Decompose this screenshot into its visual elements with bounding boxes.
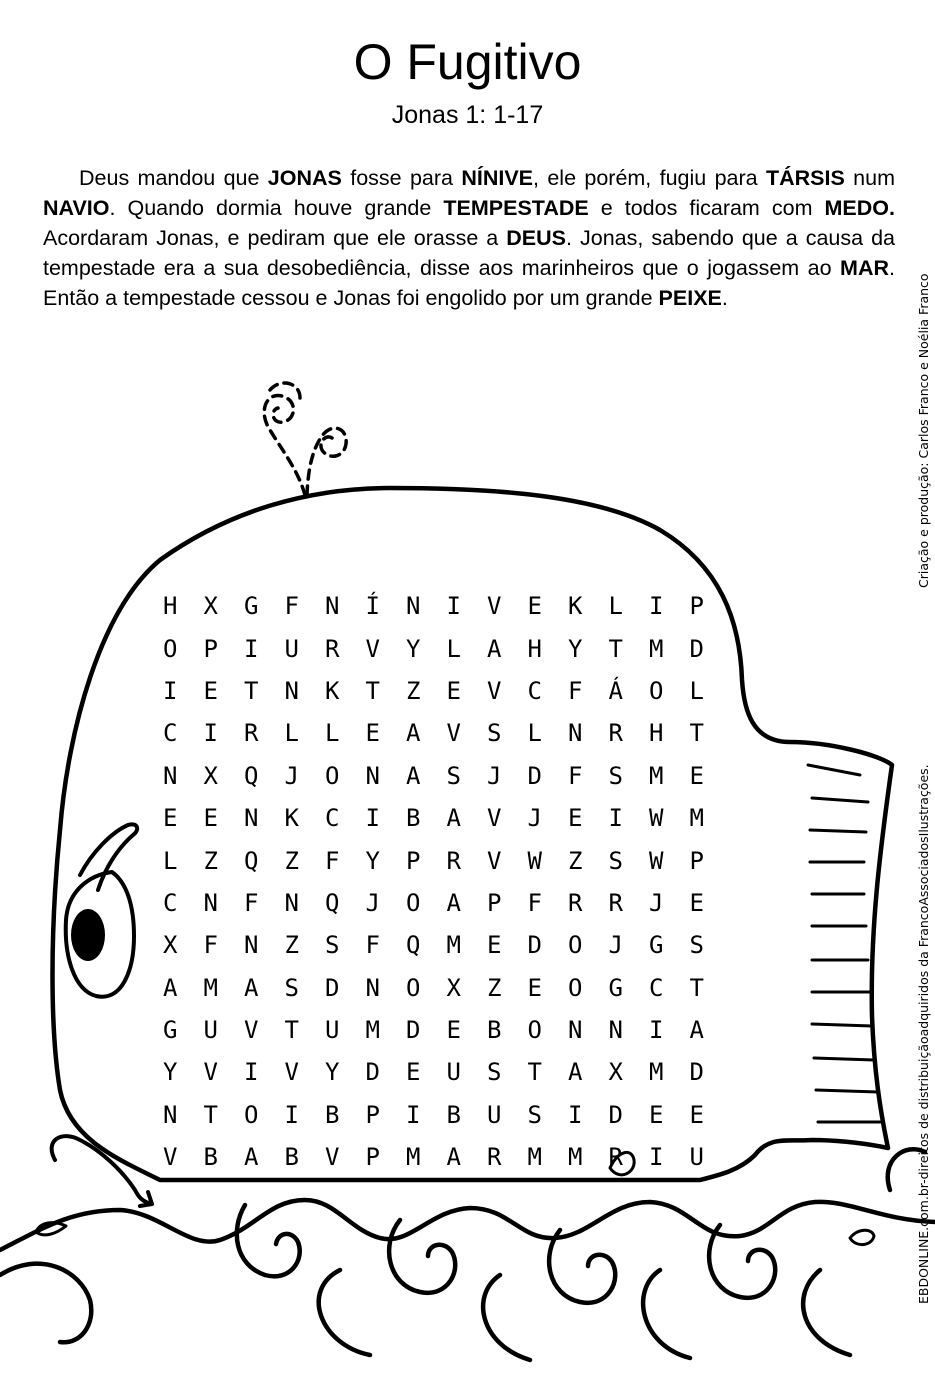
word-search-letter[interactable]: Y (365, 846, 380, 875)
word-search-letter[interactable]: Z (568, 846, 583, 875)
word-search-row (150, 882, 720, 924)
word-search-letter[interactable]: Z (284, 931, 299, 960)
word-search-letter[interactable]: S (325, 931, 340, 960)
word-search-letter[interactable]: M (568, 1143, 583, 1172)
word-search-letter[interactable]: I (244, 634, 259, 663)
word-search-letter[interactable]: Z (203, 846, 218, 875)
word-search-letter[interactable]: E (446, 676, 461, 705)
word-search-letter[interactable]: Q (325, 888, 340, 917)
word-search-letter[interactable]: G (608, 973, 623, 1002)
word-search-letter[interactable]: T (365, 676, 380, 705)
word-search-letter[interactable]: G (163, 1016, 178, 1045)
word-search-row (150, 1051, 720, 1093)
story-segment: fosse para (341, 166, 462, 190)
word-search-letter[interactable]: I (365, 804, 380, 833)
rights-credit: EBDONLINE.com.br-direitos de distribuiçãoadquiridos da FrancoAssociadosIlustrações. (916, 764, 931, 1304)
word-search-letter[interactable]: X (446, 973, 461, 1002)
word-search-letter[interactable]: G (649, 931, 664, 960)
word-search-letter[interactable]: M (649, 761, 664, 790)
word-search-letter[interactable]: I (608, 804, 623, 833)
word-search-letter[interactable]: L (163, 846, 178, 875)
word-search-letter[interactable]: M (689, 804, 704, 833)
word-search-letter[interactable]: U (284, 634, 299, 663)
word-search-letter[interactable]: E (365, 719, 380, 748)
word-search-letter[interactable]: F (284, 592, 299, 621)
word-search-letter[interactable]: A (568, 1058, 583, 1087)
word-search-letter[interactable]: E (689, 761, 704, 790)
word-search-letter[interactable]: W (649, 846, 664, 875)
word-search-letter[interactable]: V (487, 676, 502, 705)
word-search-letter[interactable]: F (568, 761, 583, 790)
word-search-letter[interactable]: L (284, 719, 299, 748)
word-search-letter[interactable]: S (446, 761, 461, 790)
word-search-row (150, 585, 720, 627)
word-search-letter[interactable]: C (527, 676, 542, 705)
story-segment: . Jonas, sabendo que a causa da tempestade era a sua desobediência, disse aos marinheiros que o jogassem ao (43, 226, 895, 280)
word-search-letter[interactable]: H (527, 634, 542, 663)
story-segment: . Quando dormia houve grande (109, 196, 444, 220)
word-search-letter[interactable]: D (608, 1100, 623, 1129)
word-search-letter[interactable]: O (406, 973, 421, 1002)
word-search-letter[interactable]: R (487, 1143, 502, 1172)
word-search-letter[interactable]: V (244, 1016, 259, 1045)
word-search-letter[interactable]: D (689, 634, 704, 663)
word-search-letter[interactable]: N (203, 888, 218, 917)
word-search-letter[interactable]: R (608, 719, 623, 748)
word-search-letter[interactable]: A (244, 973, 259, 1002)
bible-reference: Jonas 1: 1-17 (391, 101, 544, 129)
word-search-letter[interactable]: R (446, 846, 461, 875)
word-search-row (150, 1009, 720, 1051)
word-search-row (150, 670, 720, 712)
story-keyword: NAVIO (43, 196, 110, 220)
story-segment: e todos ficaram com (588, 196, 825, 220)
word-search-letter[interactable]: I (568, 1100, 583, 1129)
word-search-letter[interactable]: N (568, 719, 583, 748)
word-search-letter[interactable]: N (244, 804, 259, 833)
word-search-letter[interactable]: P (365, 1100, 380, 1129)
word-search-letter[interactable]: P (406, 846, 421, 875)
word-search-row (150, 1094, 720, 1136)
word-search-letter[interactable]: F (203, 931, 218, 960)
word-search-letter[interactable]: A (689, 1016, 704, 1045)
word-search-row (150, 797, 720, 839)
word-search-letter[interactable]: P (689, 592, 704, 621)
word-search-letter[interactable]: M (365, 1016, 380, 1045)
word-search-letter[interactable]: L (689, 676, 704, 705)
word-search-letter[interactable]: L (527, 719, 542, 748)
word-search-letter[interactable]: B (284, 1143, 299, 1172)
word-search-letter[interactable]: Y (325, 1058, 340, 1087)
word-search-letter[interactable]: K (325, 676, 340, 705)
word-search-letter[interactable]: S (487, 719, 502, 748)
word-search-letter[interactable]: Y (568, 634, 583, 663)
word-search-letter[interactable]: A (487, 634, 502, 663)
word-search-letter[interactable]: V (203, 1058, 218, 1087)
word-search-letter[interactable]: D (406, 1016, 421, 1045)
word-search-letter[interactable]: C (163, 888, 178, 917)
word-search-letter[interactable]: X (203, 761, 218, 790)
word-search-letter[interactable]: B (487, 1016, 502, 1045)
story-keyword: DEUS (506, 226, 566, 250)
word-search-letter[interactable]: N (244, 931, 259, 960)
story-keyword: TEMPESTADE (443, 196, 589, 220)
word-search-letter[interactable]: D (527, 931, 542, 960)
story-keyword: TÁRSIS (765, 166, 845, 190)
word-search-letter[interactable]: K (284, 804, 299, 833)
word-search-letter[interactable]: N (568, 1016, 583, 1045)
word-search-letter[interactable]: E (446, 1016, 461, 1045)
word-search-letter[interactable]: G (244, 592, 259, 621)
word-search-letter[interactable]: O (568, 973, 583, 1002)
word-search-letter[interactable]: N (284, 888, 299, 917)
word-search-letter[interactable]: E (487, 931, 502, 960)
word-search-letter[interactable]: L (608, 592, 623, 621)
word-search-row (150, 967, 720, 1009)
word-search-letter[interactable]: X (608, 1058, 623, 1087)
word-search-letter[interactable]: U (203, 1016, 218, 1045)
word-search-letter[interactable]: W (527, 846, 542, 875)
word-search-letter[interactable]: D (325, 973, 340, 1002)
story-keyword: JONAS (267, 166, 342, 190)
creation-credit: Criação e produção: Carlos Franco e Noélia Franco (916, 273, 931, 588)
word-search-letter[interactable]: U (689, 1143, 704, 1172)
word-search-row (150, 627, 720, 669)
word-search-letter[interactable]: H (163, 592, 178, 621)
story-text (43, 163, 895, 313)
word-search-letter[interactable]: T (608, 634, 623, 663)
word-search-letter[interactable]: T (689, 719, 704, 748)
word-search-letter[interactable]: N (284, 676, 299, 705)
story-segment: Deus mandou que (79, 166, 268, 190)
word-search-letter[interactable]: S (527, 1100, 542, 1129)
word-search-letter[interactable]: K (568, 592, 583, 621)
word-search-letter[interactable]: V (163, 1143, 178, 1172)
word-search-letter[interactable]: U (446, 1058, 461, 1087)
word-search-letter[interactable]: A (446, 804, 461, 833)
word-search-letter[interactable]: X (203, 592, 218, 621)
word-search-letter[interactable]: N (365, 973, 380, 1002)
word-search-letter[interactable]: X (163, 931, 178, 960)
word-search-letter[interactable]: Y (163, 1058, 178, 1087)
word-search-letter[interactable]: J (284, 761, 299, 790)
word-search-letter[interactable]: V (487, 804, 502, 833)
word-search-letter[interactable]: E (527, 592, 542, 621)
word-search-letter[interactable]: I (446, 592, 461, 621)
story-keyword: MEDO. (824, 196, 895, 220)
word-search-row (150, 1136, 720, 1178)
word-search-letter[interactable]: I (649, 1016, 664, 1045)
word-search-grid (150, 585, 720, 1178)
word-search-letter[interactable]: N (163, 761, 178, 790)
word-search-letter[interactable]: F (244, 888, 259, 917)
story-segment: . Então a tempestade cessou e Jonas foi engolido por um grande (43, 256, 895, 310)
word-search-row (150, 755, 720, 797)
word-search-letter[interactable]: U (325, 1016, 340, 1045)
water-spout-icon (264, 383, 346, 495)
word-search-letter[interactable]: T (284, 1016, 299, 1045)
story-segment: Acordaram Jonas, e pediram que ele orasse a (43, 226, 507, 250)
word-search-letter[interactable]: O (325, 761, 340, 790)
word-search-letter[interactable]: V (487, 846, 502, 875)
word-search-letter[interactable]: M (446, 931, 461, 960)
word-search-letter[interactable]: B (446, 1100, 461, 1129)
word-search-letter[interactable]: M (406, 1143, 421, 1172)
word-search-letter[interactable]: B (325, 1100, 340, 1129)
word-search-letter[interactable]: B (406, 804, 421, 833)
word-search-letter[interactable]: T (527, 1058, 542, 1087)
word-search-letter[interactable]: C (163, 719, 178, 748)
word-search-letter[interactable]: A (446, 888, 461, 917)
word-search-letter[interactable]: N (365, 761, 380, 790)
word-search-letter[interactable]: Q (244, 846, 259, 875)
story-paragraph (43, 163, 895, 313)
word-search-letter[interactable]: Q (406, 931, 421, 960)
droplet-right-2 (850, 1230, 874, 1244)
word-search-letter[interactable]: R (608, 888, 623, 917)
whale-eye (66, 824, 137, 996)
word-search-letter[interactable]: I (406, 1100, 421, 1129)
word-search-letter[interactable]: O (568, 931, 583, 960)
word-search-letter[interactable]: R (325, 634, 340, 663)
story-segment: . (721, 286, 728, 310)
word-search-letter[interactable]: A (244, 1143, 259, 1172)
word-search-letter[interactable]: V (487, 592, 502, 621)
word-search-row (150, 924, 720, 966)
word-search-letter[interactable]: Á (608, 676, 623, 705)
word-search-letter[interactable]: F (325, 846, 340, 875)
word-search-letter[interactable]: E (203, 804, 218, 833)
word-search-letter[interactable]: Y (406, 634, 421, 663)
word-search-letter[interactable]: F (527, 888, 542, 917)
word-search-letter[interactable]: V (446, 719, 461, 748)
word-search-letter[interactable]: N (406, 592, 421, 621)
word-search-letter[interactable]: C (325, 804, 340, 833)
word-search-letter[interactable]: S (608, 761, 623, 790)
word-search-letter[interactable]: E (203, 676, 218, 705)
word-search-letter[interactable]: Q (244, 761, 259, 790)
word-search-letter[interactable]: L (446, 634, 461, 663)
word-search-letter[interactable]: P (689, 846, 704, 875)
whale-tail-lines (808, 765, 880, 1122)
word-search-letter[interactable]: O (649, 676, 664, 705)
word-search-letter[interactable]: V (365, 634, 380, 663)
word-search-letter[interactable]: S (487, 1058, 502, 1087)
word-search-letter[interactable]: A (446, 1143, 461, 1172)
word-search-letter[interactable]: U (487, 1100, 502, 1129)
word-search-letter[interactable]: V (325, 1143, 340, 1172)
word-search-letter[interactable]: M (649, 1058, 664, 1087)
word-search-letter[interactable]: S (608, 846, 623, 875)
word-search-letter[interactable]: F (568, 676, 583, 705)
word-search-letter[interactable]: I (163, 676, 178, 705)
word-search-letter[interactable]: E (527, 973, 542, 1002)
word-search-letter[interactable]: I (203, 719, 218, 748)
word-search-letter[interactable]: P (487, 888, 502, 917)
word-search-letter[interactable]: M (649, 634, 664, 663)
word-search-letter[interactable]: A (406, 719, 421, 748)
word-search-letter[interactable]: T (689, 973, 704, 1002)
word-search-letter[interactable]: O (244, 1100, 259, 1129)
word-search-letter[interactable]: M (203, 973, 218, 1002)
word-search-letter[interactable]: D (689, 1058, 704, 1087)
story-segment: num (844, 166, 895, 190)
word-search-letter[interactable]: A (406, 761, 421, 790)
word-search-letter[interactable]: I (244, 1058, 259, 1087)
word-search-letter[interactable]: T (244, 676, 259, 705)
word-search-letter[interactable]: V (284, 1058, 299, 1087)
word-search-letter[interactable]: Z (487, 973, 502, 1002)
word-search-row (150, 839, 720, 881)
word-search-letter[interactable]: N (325, 592, 340, 621)
word-search-letter[interactable]: A (163, 973, 178, 1002)
word-search-letter[interactable]: N (608, 1016, 623, 1045)
word-search-letter[interactable]: E (689, 1100, 704, 1129)
word-search-letter[interactable]: J (487, 761, 502, 790)
word-search-letter[interactable]: D (527, 761, 542, 790)
page-title: O Fugitivo (353, 34, 582, 90)
word-search-letter[interactable]: E (163, 804, 178, 833)
word-search-letter[interactable]: S (284, 973, 299, 1002)
word-search-letter[interactable]: Z (284, 846, 299, 875)
word-search-letter[interactable]: J (608, 931, 623, 960)
word-search-letter[interactable]: D (365, 1058, 380, 1087)
word-search-letter[interactable]: I (284, 1100, 299, 1129)
word-search-letter[interactable]: E (689, 888, 704, 917)
word-search-letter[interactable]: P (203, 634, 218, 663)
word-search-letter[interactable]: F (365, 931, 380, 960)
word-search-letter[interactable]: E (406, 1058, 421, 1087)
word-search-letter[interactable]: R (568, 888, 583, 917)
word-search-letter[interactable]: O (527, 1016, 542, 1045)
word-search-letter[interactable]: T (203, 1100, 218, 1129)
word-search-letter[interactable]: H (649, 719, 664, 748)
word-search-letter[interactable]: Z (406, 676, 421, 705)
word-search-letter[interactable]: I (649, 592, 664, 621)
word-search-letter[interactable]: S (689, 931, 704, 960)
word-search-letter[interactable]: C (649, 973, 664, 1002)
word-search-letter[interactable]: Í (365, 592, 380, 621)
word-search-letter[interactable]: J (365, 888, 380, 917)
story-keyword: MAR (840, 256, 890, 280)
word-search-letter[interactable]: N (163, 1100, 178, 1129)
word-search-letter[interactable]: J (649, 888, 664, 917)
word-search-letter[interactable]: R (608, 1143, 623, 1172)
word-search-letter[interactable]: P (365, 1143, 380, 1172)
word-search-letter[interactable]: W (649, 804, 664, 833)
word-search-row (150, 712, 720, 754)
story-keyword: NÍNIVE (461, 166, 534, 190)
word-search-letter[interactable]: B (203, 1143, 218, 1172)
word-search-letter[interactable]: J (527, 804, 542, 833)
word-search-letter[interactable]: I (649, 1143, 664, 1172)
word-search-letter[interactable]: E (649, 1100, 664, 1129)
word-search-letter[interactable]: O (163, 634, 178, 663)
word-search-letter[interactable]: O (406, 888, 421, 917)
word-search-letter[interactable]: M (527, 1143, 542, 1172)
word-search-letter[interactable]: E (568, 804, 583, 833)
word-search-letter[interactable]: L (325, 719, 340, 748)
story-segment: , ele porém, fugiu para (533, 166, 766, 190)
word-search-letter[interactable]: R (244, 719, 259, 748)
story-keyword: PEIXE (658, 286, 722, 310)
